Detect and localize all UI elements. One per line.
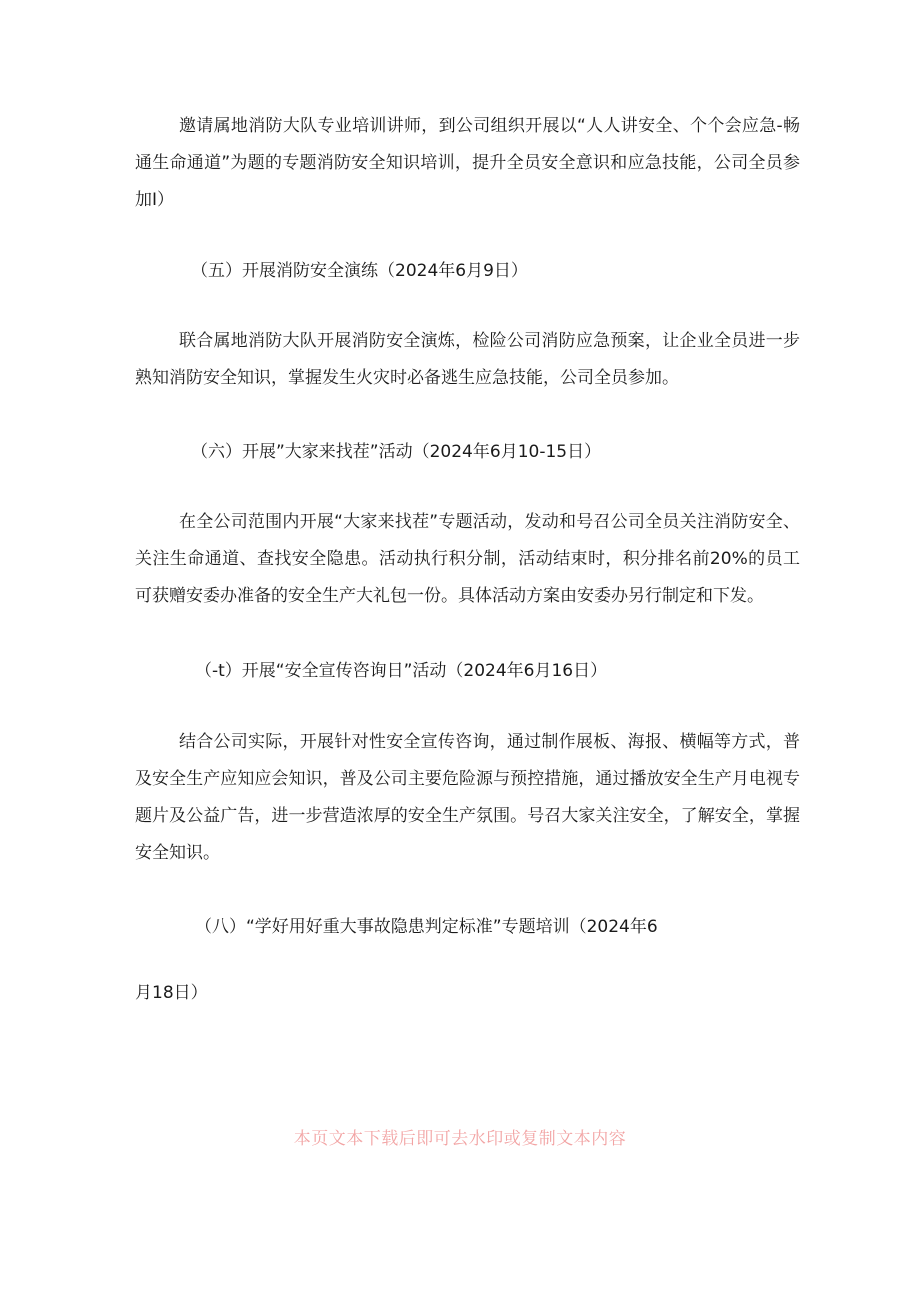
heading-consult-day: （-t）开展“安全宣传咨询日”活动（2024年6月16日） [195, 661, 608, 681]
heading-find-faults: （六）开展”大家来找茬”活动（2024年6月10-15日） [191, 442, 602, 462]
heading-hazard-training-date: 月18日） [135, 983, 208, 1003]
watermark-text: 本页文本下载后即可去水印或复制文本内容 [293, 1129, 627, 1149]
paragraph-consult-day: 结合公司实际，开展针对性安全宣传咨询，通过制作展板、海报、横幅等方式，普及安全生产应知应会知识，普及公司主要危险源与预控措施，通过播放安全生产月电视专题片及公益广告，进一步营造浓厚的安全生产氛围。号召大家关注安全，了解安全，掌握安全知识。 [135, 732, 800, 863]
paragraph-training: 邀请属地消防大队专业培训讲师，到公司组织开展以“人人讲安全、个个会应急-畅通生命通道”为题的专题消防安全知识培训，提升全员安全意识和应急技能，公司全员参加I） [135, 116, 800, 210]
paragraph-find-faults: 在全公司范围内开展“大家来找茬”专题活动，发动和号召公司全员关注消防安全、关注生命通道、查找安全隐患。活动执行积分制，活动结束时，积分排名前20%的员工可获赠安委办准备的安全生产大礼包一份。具体活动方案由安委办另行制定和下发。 [135, 512, 800, 606]
heading-fire-drill: （五）开展消防安全演练（2024年6月9日） [191, 261, 528, 281]
paragraph-fire-drill: 联合属地消防大队开展消防安全演炼，检险公司消防应急预案，让企业全员进一步熟知消防安全知识，掌握发生火灾时必备逃生应急技能，公司全员参加。 [135, 331, 800, 388]
heading-hazard-training: （八）“学好用好重大事故隐患判定标准”专题培训（2024年6 [195, 917, 658, 937]
